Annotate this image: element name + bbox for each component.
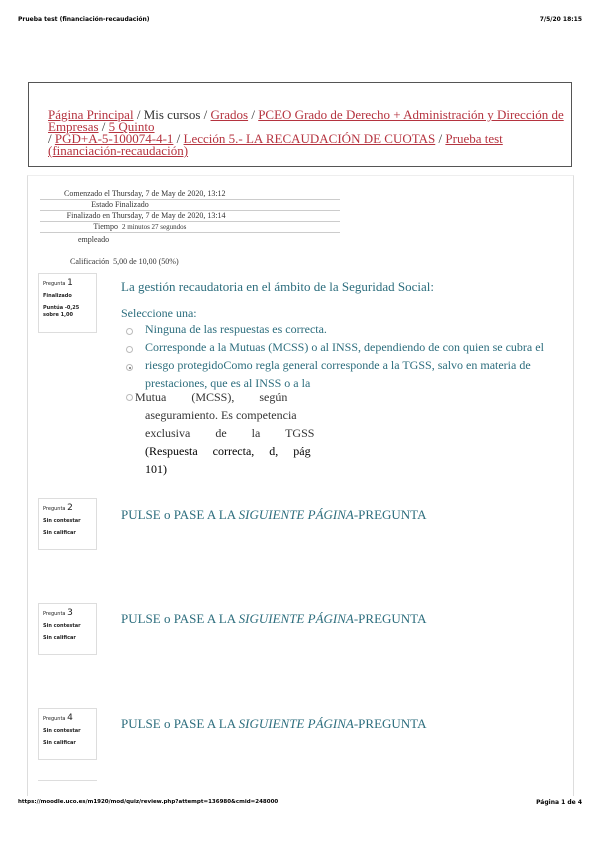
- summary-grade: Calificación 5,00 de 10,00 (50%): [70, 257, 179, 266]
- question-text-4: PULSE o PASE A LA SIGUIENTE PÁGINA-PREGUNTA: [121, 716, 427, 731]
- summary-finished: Finalizado en Thursday, 7 de May de 2020, 13:14: [40, 210, 340, 222]
- crumb-lesson[interactable]: Lección 5.- LA RECAUDACIÓN DE CUOTAS: [183, 131, 436, 146]
- option-d-line3: exclusiva de la TGSS: [145, 426, 315, 440]
- option-radio-b[interactable]: [126, 346, 133, 353]
- crumb-my-courses: Mis cursos: [143, 107, 201, 122]
- summary-state: Estado Finalizado: [40, 199, 340, 211]
- option-b-line1[interactable]: Corresponde a la Mutuas (MCSS) o al INSS, dependiendo de con quien se cubra el: [145, 340, 544, 354]
- option-radio-c[interactable]: [126, 364, 133, 371]
- option-d-line4: (Respuesta correcta, d, pág: [145, 444, 311, 458]
- summary-started: Comenzado el Thursday, 7 de May de 2020, 13:12: [40, 188, 340, 200]
- option-a[interactable]: Ninguna de las respuestas es correcta.: [145, 322, 327, 336]
- summary-time-label-2: empleado: [78, 235, 110, 244]
- footer-page: Página 1 de 4: [536, 799, 582, 806]
- select-prompt: Seleccione una:: [121, 306, 197, 320]
- crumb-quiz[interactable]: Prueba test (financiación-recaudación): [48, 131, 503, 158]
- option-d-line1[interactable]: Mutua (MCSS), según: [135, 390, 288, 404]
- question-info-1: Pregunta 1 Finalizado Puntúa -0,25 sobre 1,00: [38, 273, 97, 333]
- option-radio-a[interactable]: [126, 328, 133, 335]
- option-c-line2[interactable]: prestaciones, que es al INSS o a la: [145, 376, 311, 390]
- question-info-3: Pregunta 3 Sin contestar Sin calificar: [38, 603, 97, 655]
- breadcrumb: Página Principal / Mis cursos / Grados / PCEO Grado de Derecho + Administración y Dirección de Empresas / 5 Quinto / PGD+A-5-100074-4-1 / Lección 5.- LA RECAUDACIÓN DE CUOTAS / Prueba test (financiación-recaudación): [28, 82, 572, 167]
- summary-time: Tiempo 2 minutos 27 segundos: [40, 221, 340, 233]
- question-info-4: Pregunta 4 Sin contestar Sin calificar: [38, 708, 97, 760]
- print-title: Prueba test (financiación-recaudación): [18, 16, 150, 23]
- content-panel: [27, 175, 574, 796]
- print-datetime: 7/5/20 18:15: [539, 16, 582, 23]
- question-info-2: Pregunta 2 Sin contestar Sin calificar: [38, 498, 97, 550]
- crumb-grados[interactable]: Grados: [210, 107, 249, 122]
- crumb-home[interactable]: Página Principal: [48, 107, 134, 122]
- question-text-2: PULSE o PASE A LA SIGUIENTE PÁGINA-PREGUNTA: [121, 507, 427, 522]
- question-text-1: La gestión recaudatoria en el ámbito de la Seguridad Social:: [121, 279, 434, 294]
- question-info-5-edge: [38, 780, 97, 781]
- question-text-3: PULSE o PASE A LA SIGUIENTE PÁGINA-PREGUNTA: [121, 611, 427, 626]
- option-d-line2: aseguramiento. Es competencia: [145, 408, 297, 422]
- footer-url: https://moodle.uco.es/m1920/mod/quiz/review.php?attempt=136980&cmid=248000: [18, 799, 279, 805]
- option-radio-d[interactable]: [126, 394, 133, 401]
- option-d-line5: 101): [145, 462, 167, 476]
- crumb-year[interactable]: 5 Quinto: [108, 119, 155, 134]
- option-c-line1[interactable]: riesgo protegidoComo regla general corresponde a la TGSS, salvo en materia de: [145, 358, 531, 372]
- crumb-degree[interactable]: PCEO Grado de Derecho + Administración y Dirección de Empresas: [48, 107, 564, 134]
- crumb-course[interactable]: PGD+A-5-100074-4-1: [54, 131, 174, 146]
